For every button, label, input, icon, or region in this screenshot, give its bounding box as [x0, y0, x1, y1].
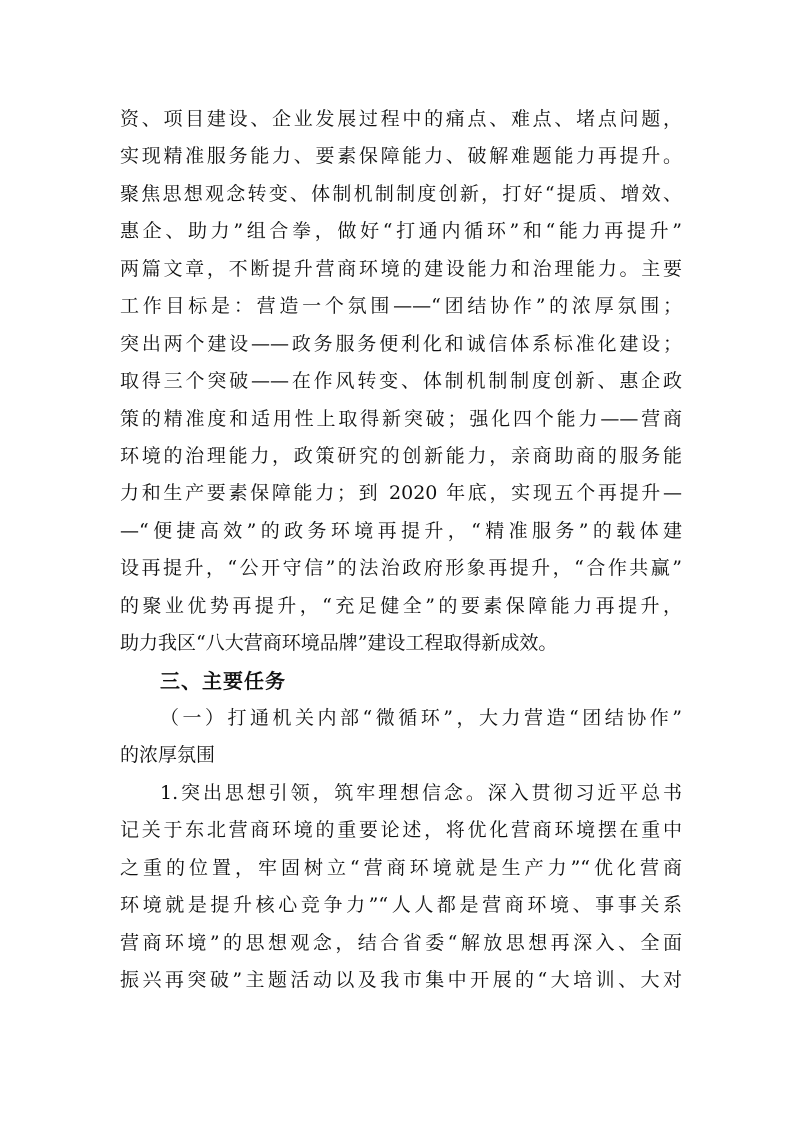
body-line: 助力我区“八大营商环境品牌”建设工程取得新成效。	[120, 632, 558, 655]
body-line: —“便捷高效”的政务环境再提升，“精准服务”的载体建	[120, 519, 682, 542]
subsection-heading-cont: 的浓厚氛围	[120, 744, 216, 767]
body-line: 聚焦思想观念转变、体制机制制度创新，打好“提质、增效、	[120, 182, 682, 205]
body-line: 营商环境”的思想观念，结合省委“解放思想再深入、全面	[120, 931, 682, 954]
body-line: 环境的治理能力，政策研究的创新能力，亲商助商的服务能	[120, 444, 682, 467]
body-line: 振兴再突破”主题活动以及我市集中开展的“大培训、大对	[120, 969, 682, 992]
subsection-heading: （一）打通机关内部“微循环”，大力营造“团结协作”	[160, 707, 682, 729]
body-line: 取得三个突破——在作风转变、体制机制制度创新、惠企政	[120, 370, 682, 393]
body-line: 两篇文章，不断提升营商环境的建设能力和治理能力。主要	[120, 257, 682, 280]
body-line: 惠企、助力”组合拳，做好“打通内循环”和“能力再提升”	[120, 220, 682, 243]
body-line: 策的精准度和适用性上取得新突破；强化四个能力——营商	[120, 407, 682, 430]
body-line: 实现精准服务能力、要素保障能力、破解难题能力再提升。	[120, 145, 682, 168]
body-line: 资、项目建设、企业发展过程中的痛点、难点、堵点问题，	[120, 108, 682, 130]
body-line: 1.突出思想引领，筑牢理想信念。深入贯彻习近平总书	[160, 781, 682, 804]
body-line: 力和生产要素保障能力；到 2020 年底，实现五个再提升—	[120, 482, 682, 505]
body-line: 设再提升，“公开守信”的法治政府形象再提升，“合作共赢”	[120, 557, 682, 580]
body-line: 工作目标是：营造一个氛围——“团结协作”的浓厚氛围；	[120, 295, 682, 318]
body-line: 之重的位置，牢固树立“营商环境就是生产力”“优化营商	[120, 856, 682, 879]
body-line: 的聚业优势再提升，“充足健全”的要素保障能力再提升，	[120, 594, 682, 617]
body-line: 记关于东北营商环境的重要论述，将优化营商环境摆在重中	[120, 819, 682, 842]
document-page	[120, 101, 682, 1000]
section-heading: 三、主要任务	[160, 668, 286, 693]
body-line: 环境就是提升核心竞争力”“人人都是营商环境、事事关系	[120, 894, 682, 917]
body-line: 突出两个建设——政务服务便利化和诚信体系标准化建设；	[120, 332, 682, 355]
